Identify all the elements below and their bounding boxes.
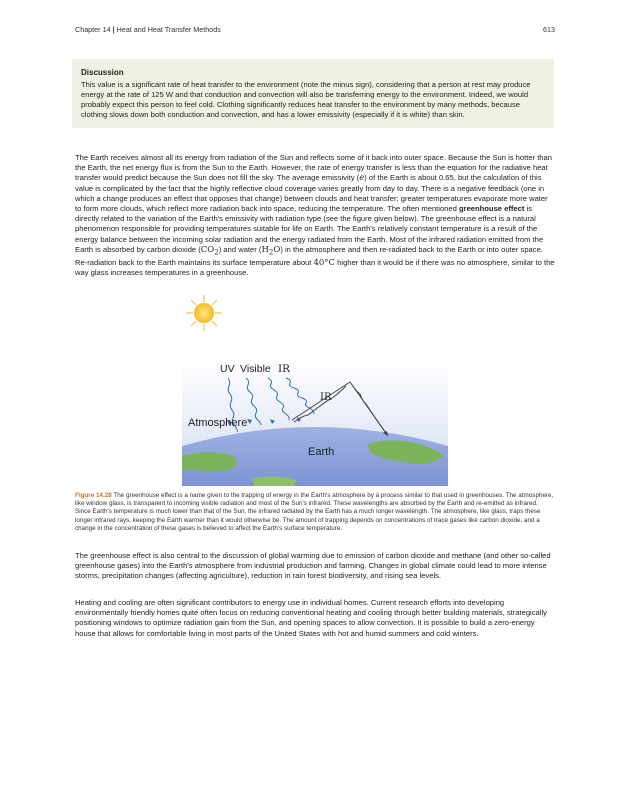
ir-reflected-label: IR bbox=[320, 392, 332, 403]
discussion-box bbox=[72, 59, 554, 128]
sun-icon bbox=[186, 295, 222, 331]
ir-incoming-label: IR bbox=[278, 363, 291, 375]
temperature-value: 40°C bbox=[313, 257, 336, 268]
chapter-title: Heat and Heat Transfer Methods bbox=[116, 25, 221, 34]
p1-text-5: ) in the atmosphere and then re-radiated back to the Earth or into outer space. Re-radiation back to the Earth maintains its surface temperature about bbox=[75, 244, 543, 267]
p1-text-4: ) and water ( bbox=[218, 244, 262, 254]
p1-text-3: is directly related to the variation of the Earth's emissivity with radiation type (see the figure given below). The greenhouse effect is a natural phenomenon responsible for providing temperatures suitable for life on Earth. The Earth's relatively constant temperature is a result of the energy balance between the incoming solar radiation and the energy radiated from the Earth. Most of the infrared radiation emitted from the Earth is absorbed by carbon dioxide ( bbox=[75, 204, 544, 254]
greenhouse-effect-term: greenhouse effect bbox=[458, 204, 525, 214]
co2-subscript: 2 bbox=[214, 247, 219, 257]
greenhouse-figure bbox=[182, 290, 448, 486]
figure-caption bbox=[75, 492, 555, 533]
caption-text: The greenhouse effect is a name given to the trapping of energy in the Earth's atmosphere by a process similar to that used in greenhouses. The atmosphere, like window glass, is transparent to incoming visible radiation and most of the Sun's infrared. These wavelengths are absorbed by the Earth and re-emitted as infrared. Since Earth's temperature is much lower than that of the Sun, the infrared radiated by the Earth has a much longer wavelength. The atmosphere, like glass, traps these longer infrared rays, keeping the Earth warmer than it would otherwise be. The amount of trapping depends on concentrations of trace gases like carbon dioxide, and a change in the concentration of these gases is believed to affect the Earth's surface temperature. bbox=[75, 492, 554, 532]
uv-label: UV bbox=[220, 363, 235, 375]
h2o-h: H bbox=[261, 244, 269, 255]
discussion-title: Discussion bbox=[81, 68, 124, 77]
paragraph-energy-homes: Heating and cooling are often significant contributors to energy use in individual homes. Current research efforts into developing environmentally friendly homes quite often focus on reducing conventional heating and cooling through better building materials, strategically positioning windows to optimize radiation gain from the Sun, and opening spaces to allow convection. It is possible to build a zero-energy house that allows for comfortable living in most parts of the United States with hot and humid summers and cold winters. bbox=[75, 598, 547, 638]
visible-label: Visible bbox=[240, 363, 271, 375]
p1-text-1: The Earth receives almost all its energy from radiation of the Sun and reflects some of it back into outer space. Because the Sun is hotter than the Earth, the net energy flux is from the Sun to the Earth. However, the rate of energy transfer is less than the equation for the radiative heat transfer would predict because the Sun does not fill the sky. The average emissivity ( bbox=[75, 153, 552, 183]
figure-label: Figure 14.28 bbox=[75, 492, 112, 499]
discussion-text: This value is a significant rate of heat transfer to the environment (note the minus sign), considering that a person at rest may produce energy at the rate of 125 W and that conduction and convection will also be transferring energy to the environment. Indeed, we would probably expect this person to feel cold. Clothing significantly reduces heat transfer to the environment by many methods, because clothing slows down both conduction and convection, and has a lower emissivity (especially if it is white) than skin. bbox=[81, 80, 531, 119]
p1-text-2: ) of the Earth is about 0.65, but the calculation of this value is complicated by the fact that the highly reflective cloud coverage varies greatly from day to day. There is a negative feedback (one in which a change produces an effect that opposes that change) between clouds and heat transfer; greater temperatures evaporate more water to form more clouds, which reflect more radiation back into space, reducing the temperature. The often mentioned bbox=[75, 173, 548, 214]
h2o-o: O bbox=[273, 244, 281, 255]
paragraph-earth-energy bbox=[75, 153, 555, 278]
earth-label: Earth bbox=[308, 446, 335, 458]
co2-formula bbox=[201, 245, 219, 255]
atmosphere-label: Atmosphere bbox=[188, 417, 248, 429]
chapter-label: Chapter 14 bbox=[75, 25, 111, 34]
land-mass-left bbox=[182, 452, 237, 472]
h2o-subscript: 2 bbox=[268, 247, 274, 257]
co2-base: CO bbox=[200, 244, 215, 255]
paragraph-global-warming: The greenhouse effect is also central to the discussion of global warming due to emission of carbon dioxide and methane (and other so-called greenhouse gases) into the Earth's atmosphere from industrial production and farming. Changes in global climate could lead to more intense storms, precipitation changes (affecting agriculture), reduction in rain forest biodiversity, and rising sea levels. bbox=[75, 551, 551, 581]
page-header: Chapter 14 | Heat and Heat Transfer Methods 613 bbox=[75, 25, 555, 34]
p1-text-6: higher than it would be if there was no atmosphere, similar to the way glass increases temperatures in a greenhouse. bbox=[75, 257, 555, 277]
h2o-formula bbox=[261, 245, 280, 255]
emissivity-symbol: e bbox=[359, 173, 365, 184]
page-number: 613 bbox=[543, 25, 555, 34]
